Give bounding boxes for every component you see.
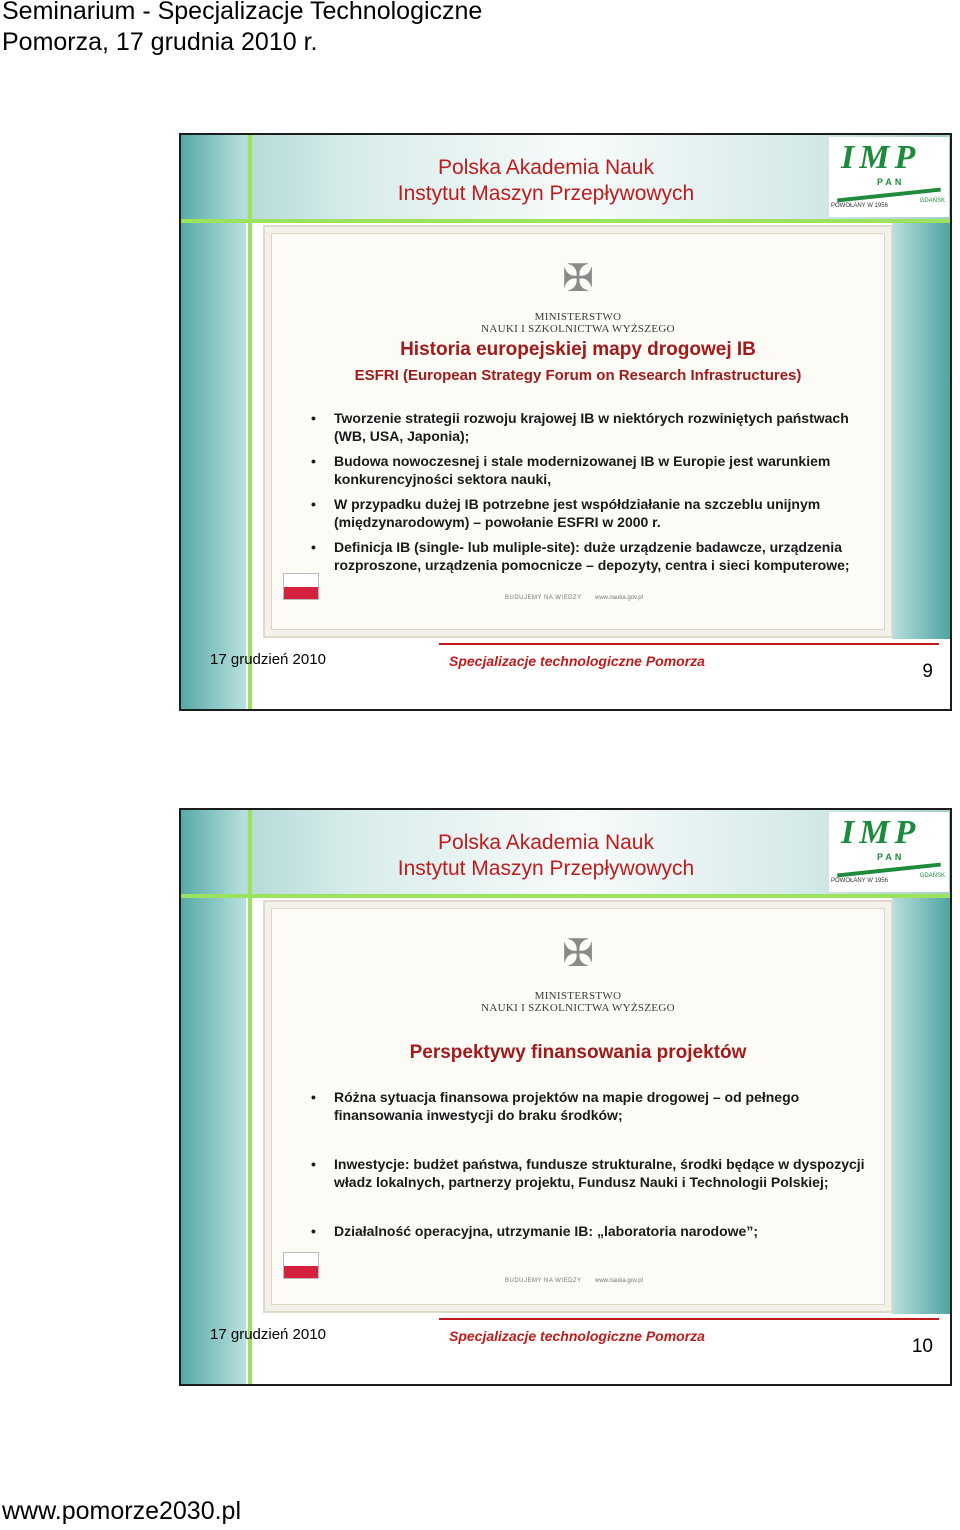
eagle-emblem-icon: ✠ (562, 933, 594, 975)
motto: BUDUJEMY NA WIEDZY (505, 595, 582, 601)
footer-title: Specjalizacje technologiczne Pomorza (449, 1328, 705, 1344)
list-item: • Budowa nowoczesnej i stale modernizowanej IB w Europie jest warunkiem konkurencyjności sektora nauki, (311, 453, 831, 487)
motto: BUDUJEMY NA WIEDZY (505, 1278, 582, 1284)
footer-divider (439, 1318, 939, 1320)
slide-title-line1: Polska Akademia Nauk (438, 831, 654, 854)
ministry-line2: NAUKI I SZKOLNICTWA WYŻSZEGO (481, 1002, 675, 1014)
imp-pan-logo (829, 137, 949, 217)
footer-date: 17 grudzień 2010 (210, 1326, 326, 1343)
embedded-subtitle: ESFRI (European Strategy Forum on Research Infrastructures) (354, 367, 802, 384)
list-item: • Tworzenie strategii rozwoju krajowej IB w niektórych rozwiniętych państwach (WB, USA, Japonia); (311, 410, 849, 444)
slide-title-line2: Instytut Maszyn Przepływowych (397, 182, 695, 205)
bullet-icon: • (311, 1223, 316, 1239)
ministry-line1: MINISTERSTWO (534, 311, 622, 323)
bullet-icon: • (311, 1156, 316, 1172)
logo-word: IMP (841, 814, 921, 851)
slide-title-line2: Instytut Maszyn Przepływowych (397, 857, 695, 880)
list-item: • Definicja IB (single- lub muliple-site): duże urządzenie badawcze, urządzenia rozproszone, urządzenia pomocnicze – depozyty, centra i sieci komputerowe; (311, 539, 850, 573)
slide-title (356, 155, 736, 207)
slide-title-line1: Polska Akademia Nauk (438, 156, 654, 179)
right-decor-bar (892, 894, 950, 1314)
logo-sub: PAN (877, 177, 905, 187)
ministry-line2: NAUKI I SZKOLNICTWA WYŻSZEGO (481, 323, 675, 335)
ministry-line1: MINISTERSTWO (534, 990, 622, 1002)
green-horizontal-line (181, 219, 952, 223)
bullet-icon: • (311, 539, 316, 555)
bullet-icon: • (311, 453, 316, 469)
list-item: • W przypadku dużej IB potrzebne jest współdziałanie na szczeblu unijnym (międzynarodowym) – powołanie ESFRI w 2000 r. (311, 496, 821, 530)
bullet-icon: • (311, 1089, 316, 1105)
slide-title (356, 830, 736, 882)
polish-flag-icon (283, 573, 319, 600)
list-item: • Działalność operacyjna, utrzymanie IB: „laboratoria narodowe”; (311, 1223, 758, 1239)
footer-title: Specjalizacje technologiczne Pomorza (449, 653, 705, 669)
embedded-title: Perspektywy finansowania projektów (409, 1042, 747, 1063)
document-footer-url: www.pomorze2030.pl (2, 1497, 242, 1525)
list-item: • Inwestycje: budżet państwa, fundusze strukturalne, środki będące w dyspozycji władz lokalnych, partnerzy projektu, Fundusz Nauki i Technologii Polskiej; (311, 1156, 865, 1190)
logo-sub: PAN (877, 852, 905, 862)
footer-date: 17 grudzień 2010 (210, 651, 326, 668)
document-header: Seminarium - Specjalizacje Technologiczne Pomorza, 17 grudnia 2010 r. (2, 0, 483, 56)
logo-city: GDAŃSK (919, 198, 945, 204)
slide-9 (179, 133, 952, 711)
slide-number: 10 (911, 1336, 933, 1357)
polish-flag-icon (283, 1252, 319, 1279)
bullet-list (309, 409, 871, 574)
logo-founded: POWOŁANY W 1956 (831, 203, 888, 209)
list-item: • Różna sytuacja finansowa projektów na mapie drogowej – od pełnego finansowania inwestycji do braku środków; (311, 1089, 800, 1123)
embedded-title: Historia europejskiej mapy drogowej IB (400, 339, 756, 360)
embedded-slide (263, 900, 893, 1313)
bullet-list (309, 1088, 871, 1240)
green-horizontal-line (181, 894, 952, 898)
slide-10 (179, 808, 952, 1386)
bullet-icon: • (311, 410, 316, 426)
logo-word: IMP (841, 139, 921, 176)
motto-url: www.nauka.gov.pl (595, 595, 643, 601)
slide-number: 9 (922, 661, 933, 682)
bullet-icon: • (311, 496, 316, 512)
eagle-emblem-icon: ✠ (562, 258, 594, 300)
embedded-slide (263, 225, 893, 638)
logo-founded: POWOŁANY W 1956 (831, 878, 888, 884)
imp-pan-logo (829, 812, 949, 892)
footer-divider (439, 643, 939, 645)
right-decor-bar (892, 219, 950, 639)
logo-city: GDAŃSK (919, 873, 945, 879)
motto-url: www.nauka.gov.pl (595, 1278, 643, 1284)
